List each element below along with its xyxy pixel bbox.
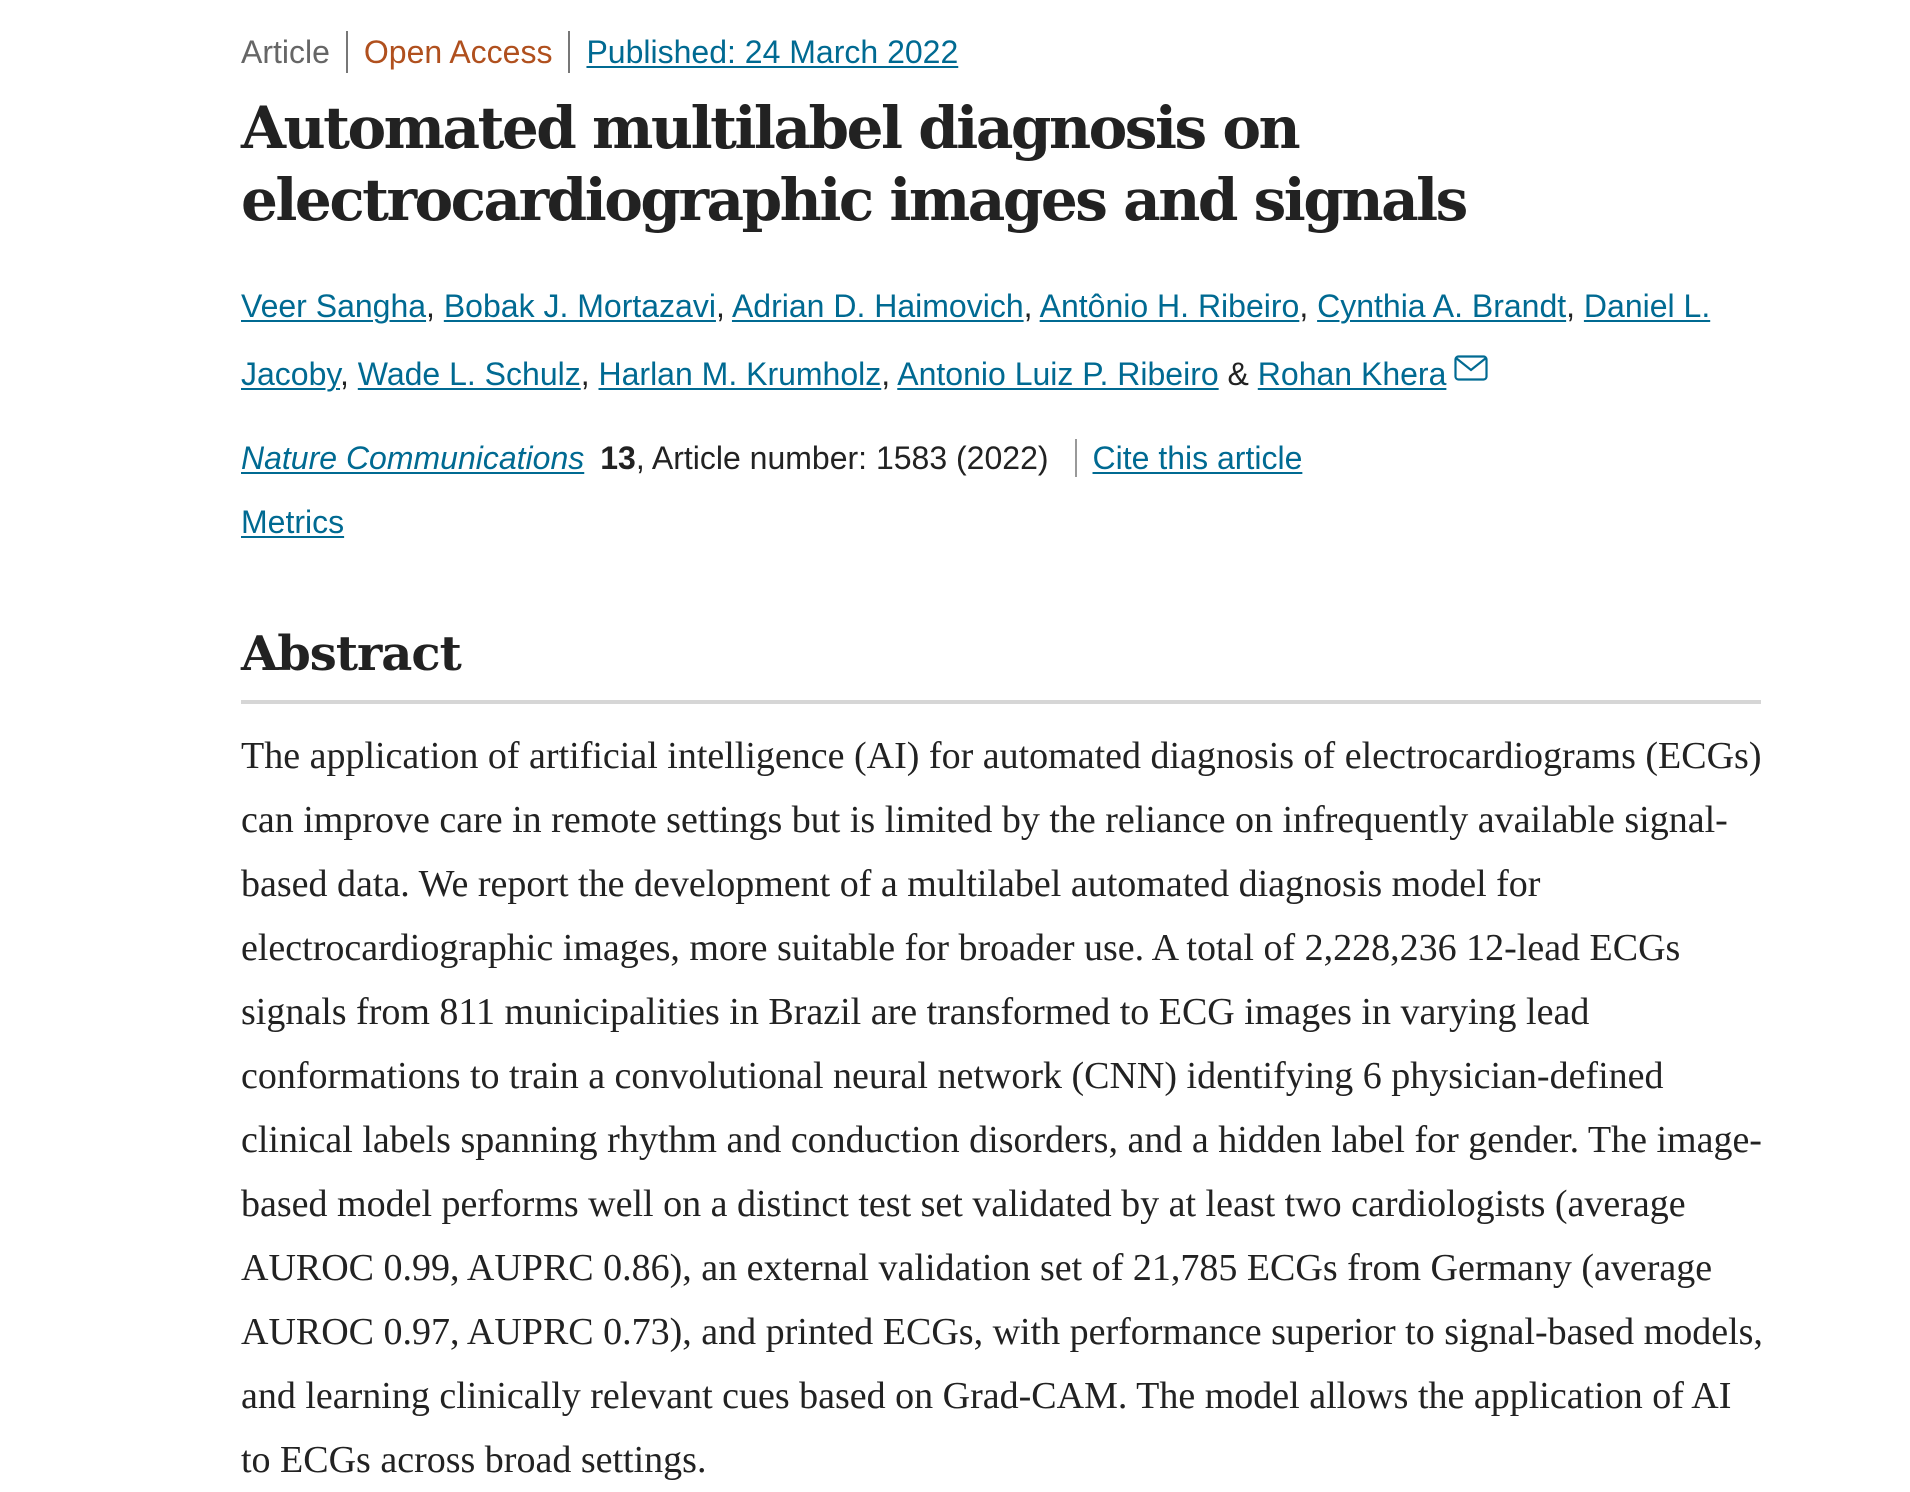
author-separator: , xyxy=(580,356,599,392)
author-link[interactable]: Bobak J. Mortazavi xyxy=(443,288,716,324)
open-access-badge: Open Access xyxy=(363,33,553,70)
author-separator: , xyxy=(1299,288,1318,324)
abstract-text: The application of artificial intelligence (AI) for automated diagnosis of electrocardiograms (ECGs) can improve care in remote settings but is limited by the reliance on infrequently available signal-based data. We report the development of a multilabel automated diagnosis model for electrocardiographic images, more suitable for broader use. A total of 2,228,236 12-lead ECGs signals from 811 municipalities in Brazil are transformed to ECG images in varying lead conformations to train a convolutional neural network (CNN) identifying 6 physician-defined clinical labels spanning rhythm and conduction disorders, and a hidden label for gender. The image-based model performs well on a distinct test set validated by at least two cardiologists (average AUROC 0.99, AUPRC 0.86), an external validation set of 21,785 ECGs from Germany (average AUROC 0.97, AUPRC 0.73), and printed ECGs, with performance superior to signal-based models, and learning clinically relevant cues based on Grad-CAM. The model allows the application of AI to ECGs across broad settings. xyxy=(241,735,1763,1481)
author-link[interactable]: Adrian D. Haimovich xyxy=(731,288,1024,324)
citation-divider xyxy=(1075,439,1077,477)
author-separator: , xyxy=(1566,288,1584,324)
author-link[interactable]: Wade L. Schulz xyxy=(357,356,581,392)
author-separator: , xyxy=(426,288,444,324)
metrics-link[interactable]: Metrics xyxy=(241,504,345,540)
article-meta xyxy=(241,30,958,74)
abstract-divider xyxy=(241,700,1761,704)
journal-volume: 13 xyxy=(600,439,636,476)
author-link[interactable]: Veer Sangha xyxy=(241,288,427,324)
metrics-section xyxy=(241,498,344,546)
article-number: , Article number: 1583 (2022) xyxy=(635,439,1049,476)
author-link[interactable]: Antonio Luiz P. Ribeiro xyxy=(897,356,1219,392)
author-link[interactable]: Cynthia A. Brandt xyxy=(1317,288,1567,324)
author-link-corresponding[interactable]: Rohan Khera xyxy=(1257,356,1447,392)
journal-link[interactable]: Nature Communications xyxy=(241,439,585,476)
author-link[interactable]: Daniel L. Jacoby xyxy=(241,288,1711,392)
author-link[interactable]: Harlan M. Krumholz xyxy=(598,356,882,392)
abstract-heading: Abstract xyxy=(241,626,461,682)
meta-divider xyxy=(346,31,348,73)
cite-article-link[interactable]: Cite this article xyxy=(1092,439,1303,476)
article-title: Automated multilabel diagnosis on electrocardiographic images and signals xyxy=(241,94,1466,234)
author-separator: , xyxy=(340,356,358,392)
author-link[interactable]: Antônio H. Ribeiro xyxy=(1039,288,1300,324)
meta-divider xyxy=(568,31,570,73)
author-separator: & xyxy=(1218,356,1258,392)
author-separator: , xyxy=(881,356,898,392)
citation-row xyxy=(241,434,1302,482)
author-separator: , xyxy=(715,288,732,324)
article-type: Article xyxy=(241,33,330,70)
mail-icon[interactable] xyxy=(1454,338,1488,402)
author-list xyxy=(241,274,1761,406)
author-separator: , xyxy=(1023,288,1040,324)
published-date-link[interactable]: Published: 24 March 2022 xyxy=(586,33,959,70)
